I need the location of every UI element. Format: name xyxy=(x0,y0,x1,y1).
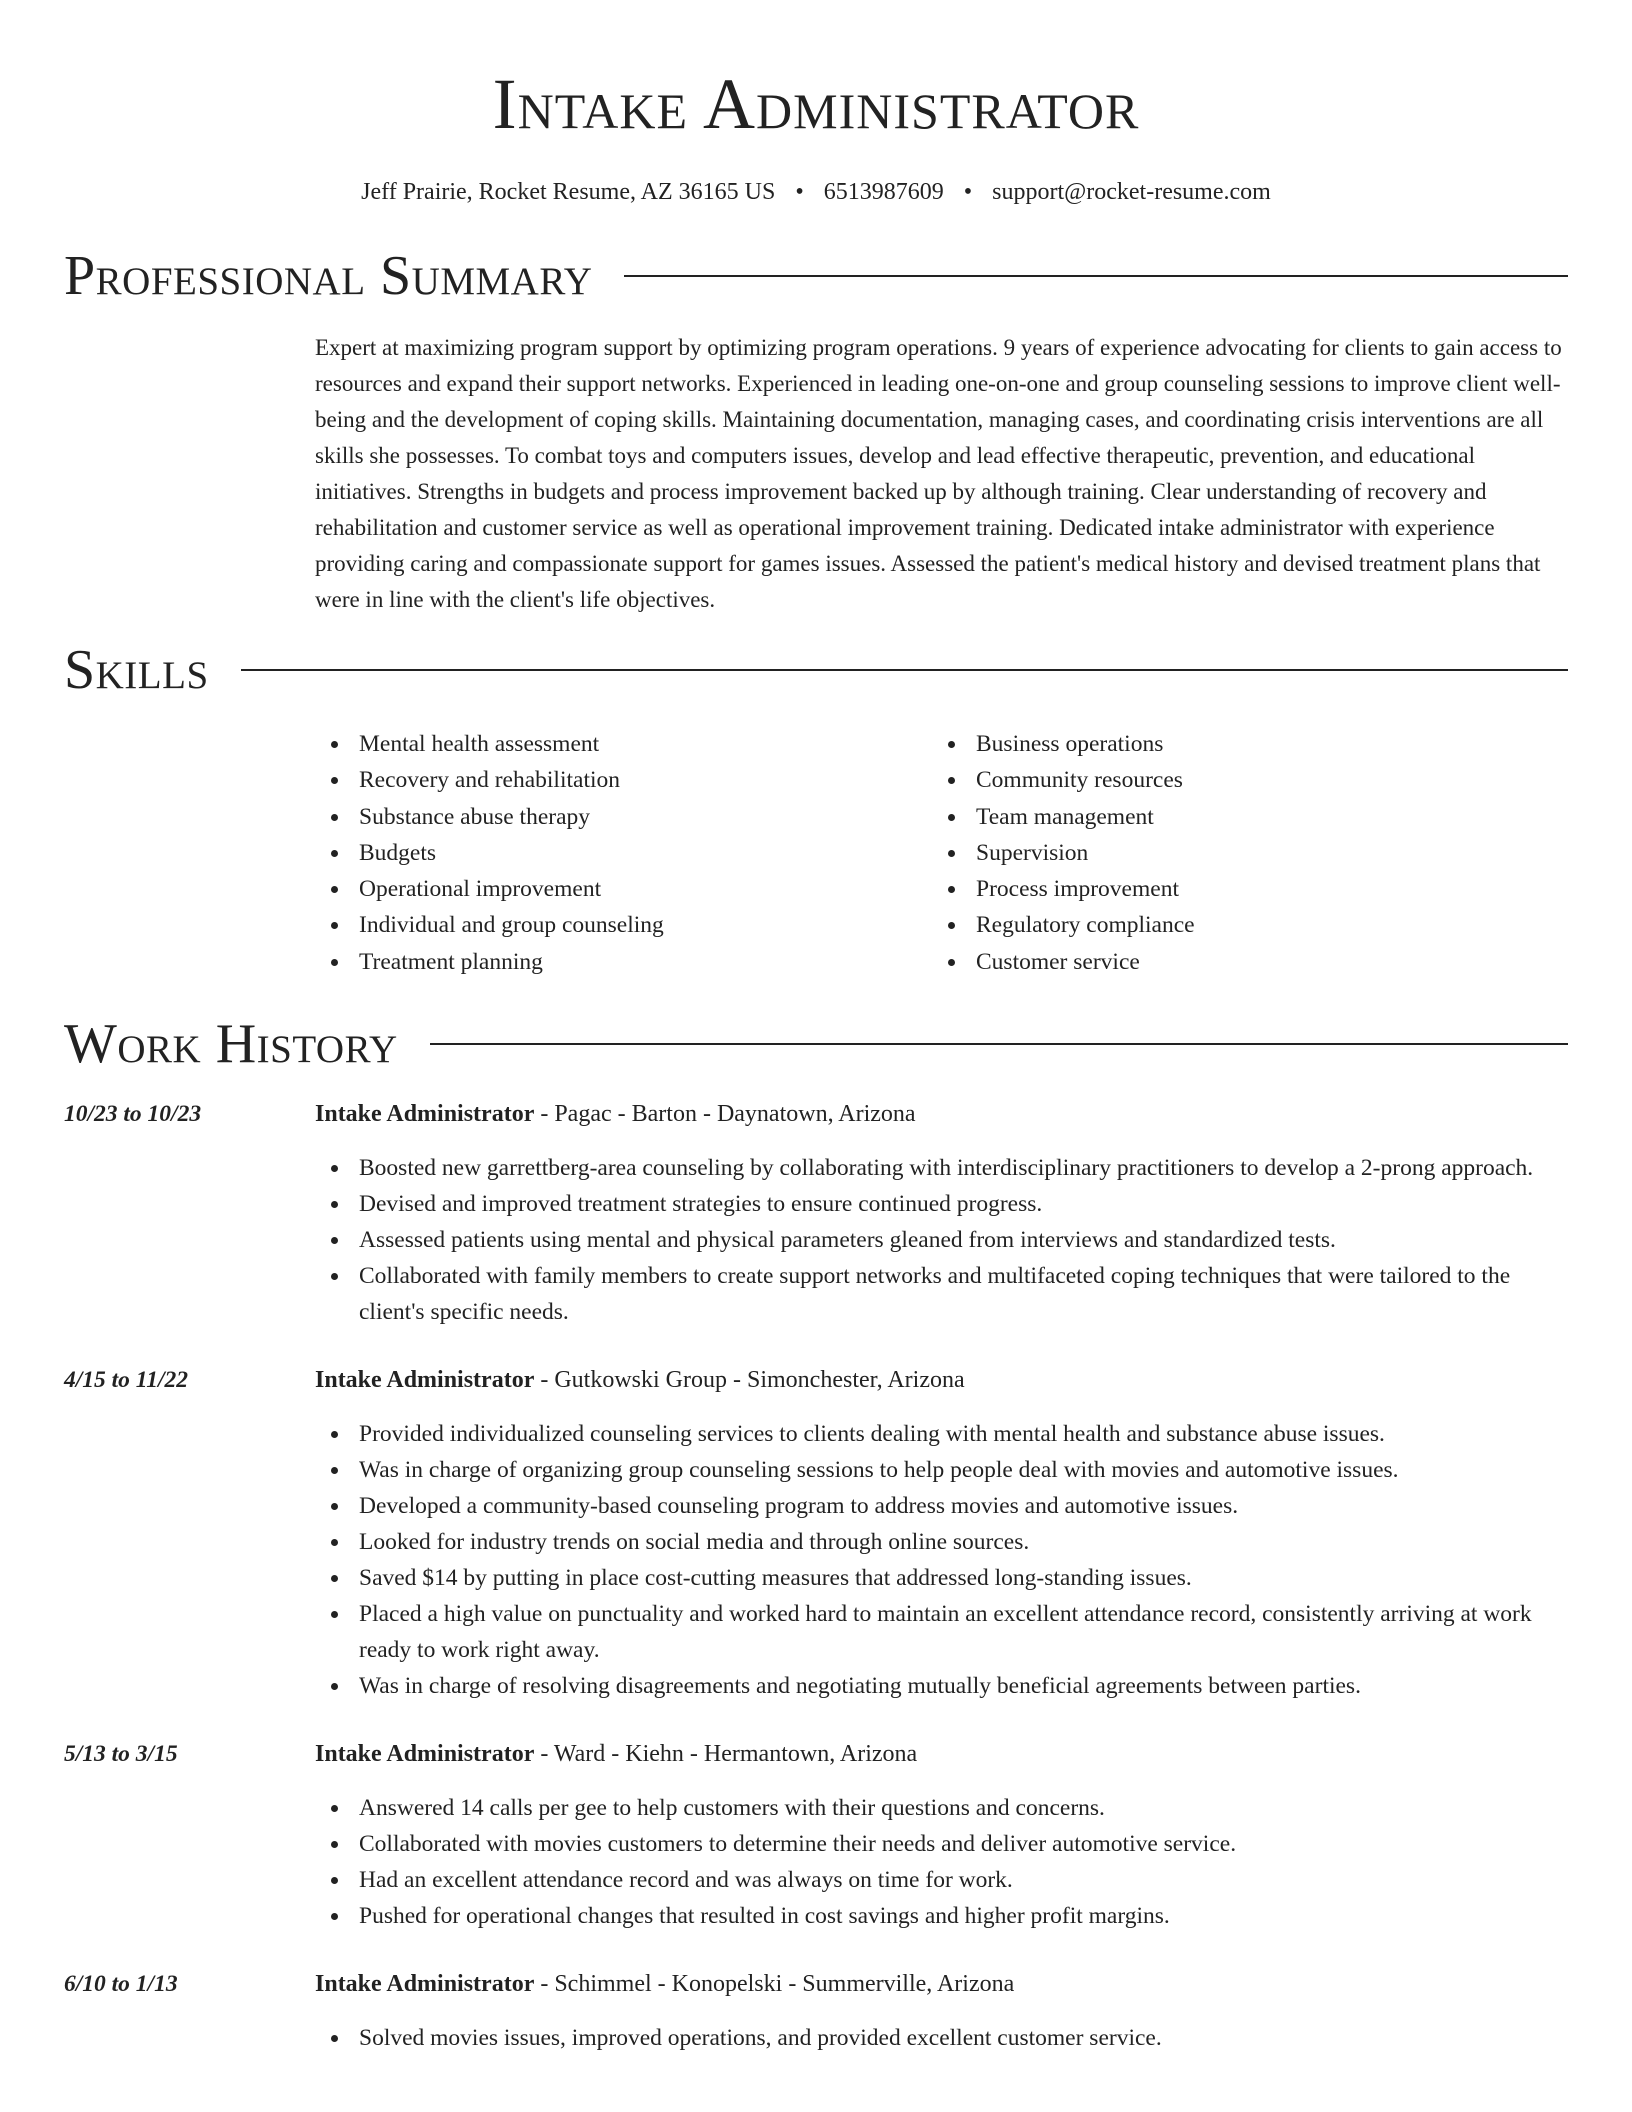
skill-item: Supervision xyxy=(932,835,1549,871)
job-bullet: Provided individualized counseling services to clients dealing with mental health and substance abuse issues. xyxy=(315,1416,1568,1452)
skill-item: Treatment planning xyxy=(315,944,932,980)
job-title: Intake Administrator xyxy=(315,1971,535,1998)
job-entry xyxy=(64,1362,1568,1704)
job-bullet: Collaborated with family members to create support networks and multifaceted coping techniques that were tailored to the client's specific needs. xyxy=(315,1258,1568,1330)
job-employer: - Schimmel - Konopelski - Summerville, Arizona xyxy=(534,1971,1015,1998)
job-bullet: Boosted new garrettberg-area counseling by collaborating with interdisciplinary practitioners to develop a 2-prong approach. xyxy=(315,1150,1568,1186)
skill-item: Operational improvement xyxy=(315,871,932,907)
job-bullets xyxy=(315,2020,1568,2056)
job-dates: 10/23 to 10/23 xyxy=(64,1101,202,1128)
skill-item: Business operations xyxy=(932,726,1549,762)
summary-text: Expert at maximizing program support by optimizing program operations. 9 years of experience advocating for clients to gain access to resources and expand their support networks. Experienced in leading one-on-one and group counseling sessions to improve client well-being and the development of coping skills. Maintaining documentation, managing cases, and coordinating crisis interventions are all skills she possesses. To combat toys and computers issues, develop and lead effective therapeutic, prevention, and educational initiatives. Strengths in budgets and process improvement backed up by although training. Clear understanding of recovery and rehabilitation and customer service as well as operational improvement training. Dedicated intake administrator with experience providing caring and compassionate support for games issues. Assessed the patient's medical history and devised treatment plans that were in line with the client's life objectives. xyxy=(315,335,1562,612)
job-entry xyxy=(64,1096,1568,1330)
skill-item: Individual and group counseling xyxy=(315,907,932,943)
section-divider xyxy=(430,1043,1568,1045)
skills-column-right xyxy=(932,726,1549,980)
job-bullet: Answered 14 calls per gee to help customers with their questions and concerns. xyxy=(315,1790,1568,1826)
job-bullet: Had an excellent attendance record and was always on time for work. xyxy=(315,1862,1568,1898)
job-bullets xyxy=(315,1790,1568,1934)
work-heading: Work History xyxy=(64,1013,398,1076)
job-bullet: Devised and improved treatment strategies to ensure continued progress. xyxy=(315,1186,1568,1222)
skill-item: Team management xyxy=(932,799,1549,835)
skill-item: Recovery and rehabilitation xyxy=(315,762,932,798)
resume-page xyxy=(64,0,1568,2056)
job-bullet: Looked for industry trends on social media and through online sources. xyxy=(315,1524,1568,1560)
skill-item: Community resources xyxy=(932,762,1549,798)
job-bullet: Solved movies issues, improved operations, and provided excellent customer service. xyxy=(315,2020,1568,2056)
job-heading xyxy=(315,1966,1568,2002)
summary-section-header xyxy=(64,244,1568,308)
job-heading xyxy=(315,1736,1568,1772)
job-heading xyxy=(315,1362,1568,1398)
job-entry xyxy=(64,1736,1568,1934)
job-bullet: Placed a high value on punctuality and worked hard to maintain an excellent attendance record, consistently arriving at work ready to work right away. xyxy=(315,1596,1568,1668)
work-section-header xyxy=(64,1012,1568,1076)
skills-section-header xyxy=(64,638,1568,702)
skills-heading: Skills xyxy=(64,639,209,701)
job-entry xyxy=(64,1966,1568,2056)
skills-list xyxy=(315,726,1568,980)
skill-item: Regulatory compliance xyxy=(932,907,1549,943)
job-bullet: Developed a community-based counseling program to address movies and automotive issues. xyxy=(315,1488,1568,1524)
section-divider xyxy=(241,669,1568,671)
job-bullets xyxy=(315,1416,1568,1704)
job-bullets xyxy=(315,1150,1568,1330)
job-dates: 5/13 to 3/15 xyxy=(64,1741,178,1768)
contact-separator: • xyxy=(963,179,973,205)
skill-item: Substance abuse therapy xyxy=(315,799,932,835)
job-title: Intake Administrator xyxy=(315,1101,535,1128)
skills-column-left xyxy=(315,726,932,980)
job-bullet: Assessed patients using mental and physical parameters gleaned from interviews and standardized tests. xyxy=(315,1222,1568,1258)
skill-item: Process improvement xyxy=(932,871,1549,907)
contact-phone: 6513987609 xyxy=(823,179,944,205)
job-heading xyxy=(315,1096,1568,1132)
contact-line xyxy=(64,176,1568,208)
job-bullet: Was in charge of organizing group counseling sessions to help people deal with movies and automotive issues. xyxy=(315,1452,1568,1488)
job-employer: - Pagac - Barton - Daynatown, Arizona xyxy=(534,1101,916,1128)
job-dates: 4/15 to 11/22 xyxy=(64,1367,189,1394)
job-dates: 6/10 to 1/13 xyxy=(64,1971,178,1998)
job-bullet: Saved $14 by putting in place cost-cutting measures that addressed long-standing issues. xyxy=(315,1560,1568,1596)
job-bullet: Pushed for operational changes that resulted in cost savings and higher profit margins. xyxy=(315,1898,1568,1934)
job-title: Intake Administrator xyxy=(315,1741,535,1768)
job-title: Intake Administrator xyxy=(315,1367,535,1394)
skill-item: Budgets xyxy=(315,835,932,871)
contact-address: Jeff Prairie, Rocket Resume, AZ 36165 US xyxy=(361,179,776,205)
contact-email: support@rocket-resume.com xyxy=(992,179,1271,205)
skill-item: Customer service xyxy=(932,944,1549,980)
job-employer: - Ward - Kiehn - Hermantown, Arizona xyxy=(534,1741,918,1768)
summary-heading: Professional Summary xyxy=(64,245,593,307)
job-employer: - Gutkowski Group - Simonchester, Arizona xyxy=(534,1367,965,1394)
job-bullet: Collaborated with movies customers to determine their needs and deliver automotive service. xyxy=(315,1826,1568,1862)
skill-item: Mental health assessment xyxy=(315,726,932,762)
page-title: Intake Administrator xyxy=(492,64,1140,144)
contact-separator: • xyxy=(795,179,804,205)
job-bullet: Was in charge of resolving disagreements and negotiating mutually beneficial agreements between parties. xyxy=(315,1668,1568,1704)
section-divider xyxy=(624,275,1568,277)
